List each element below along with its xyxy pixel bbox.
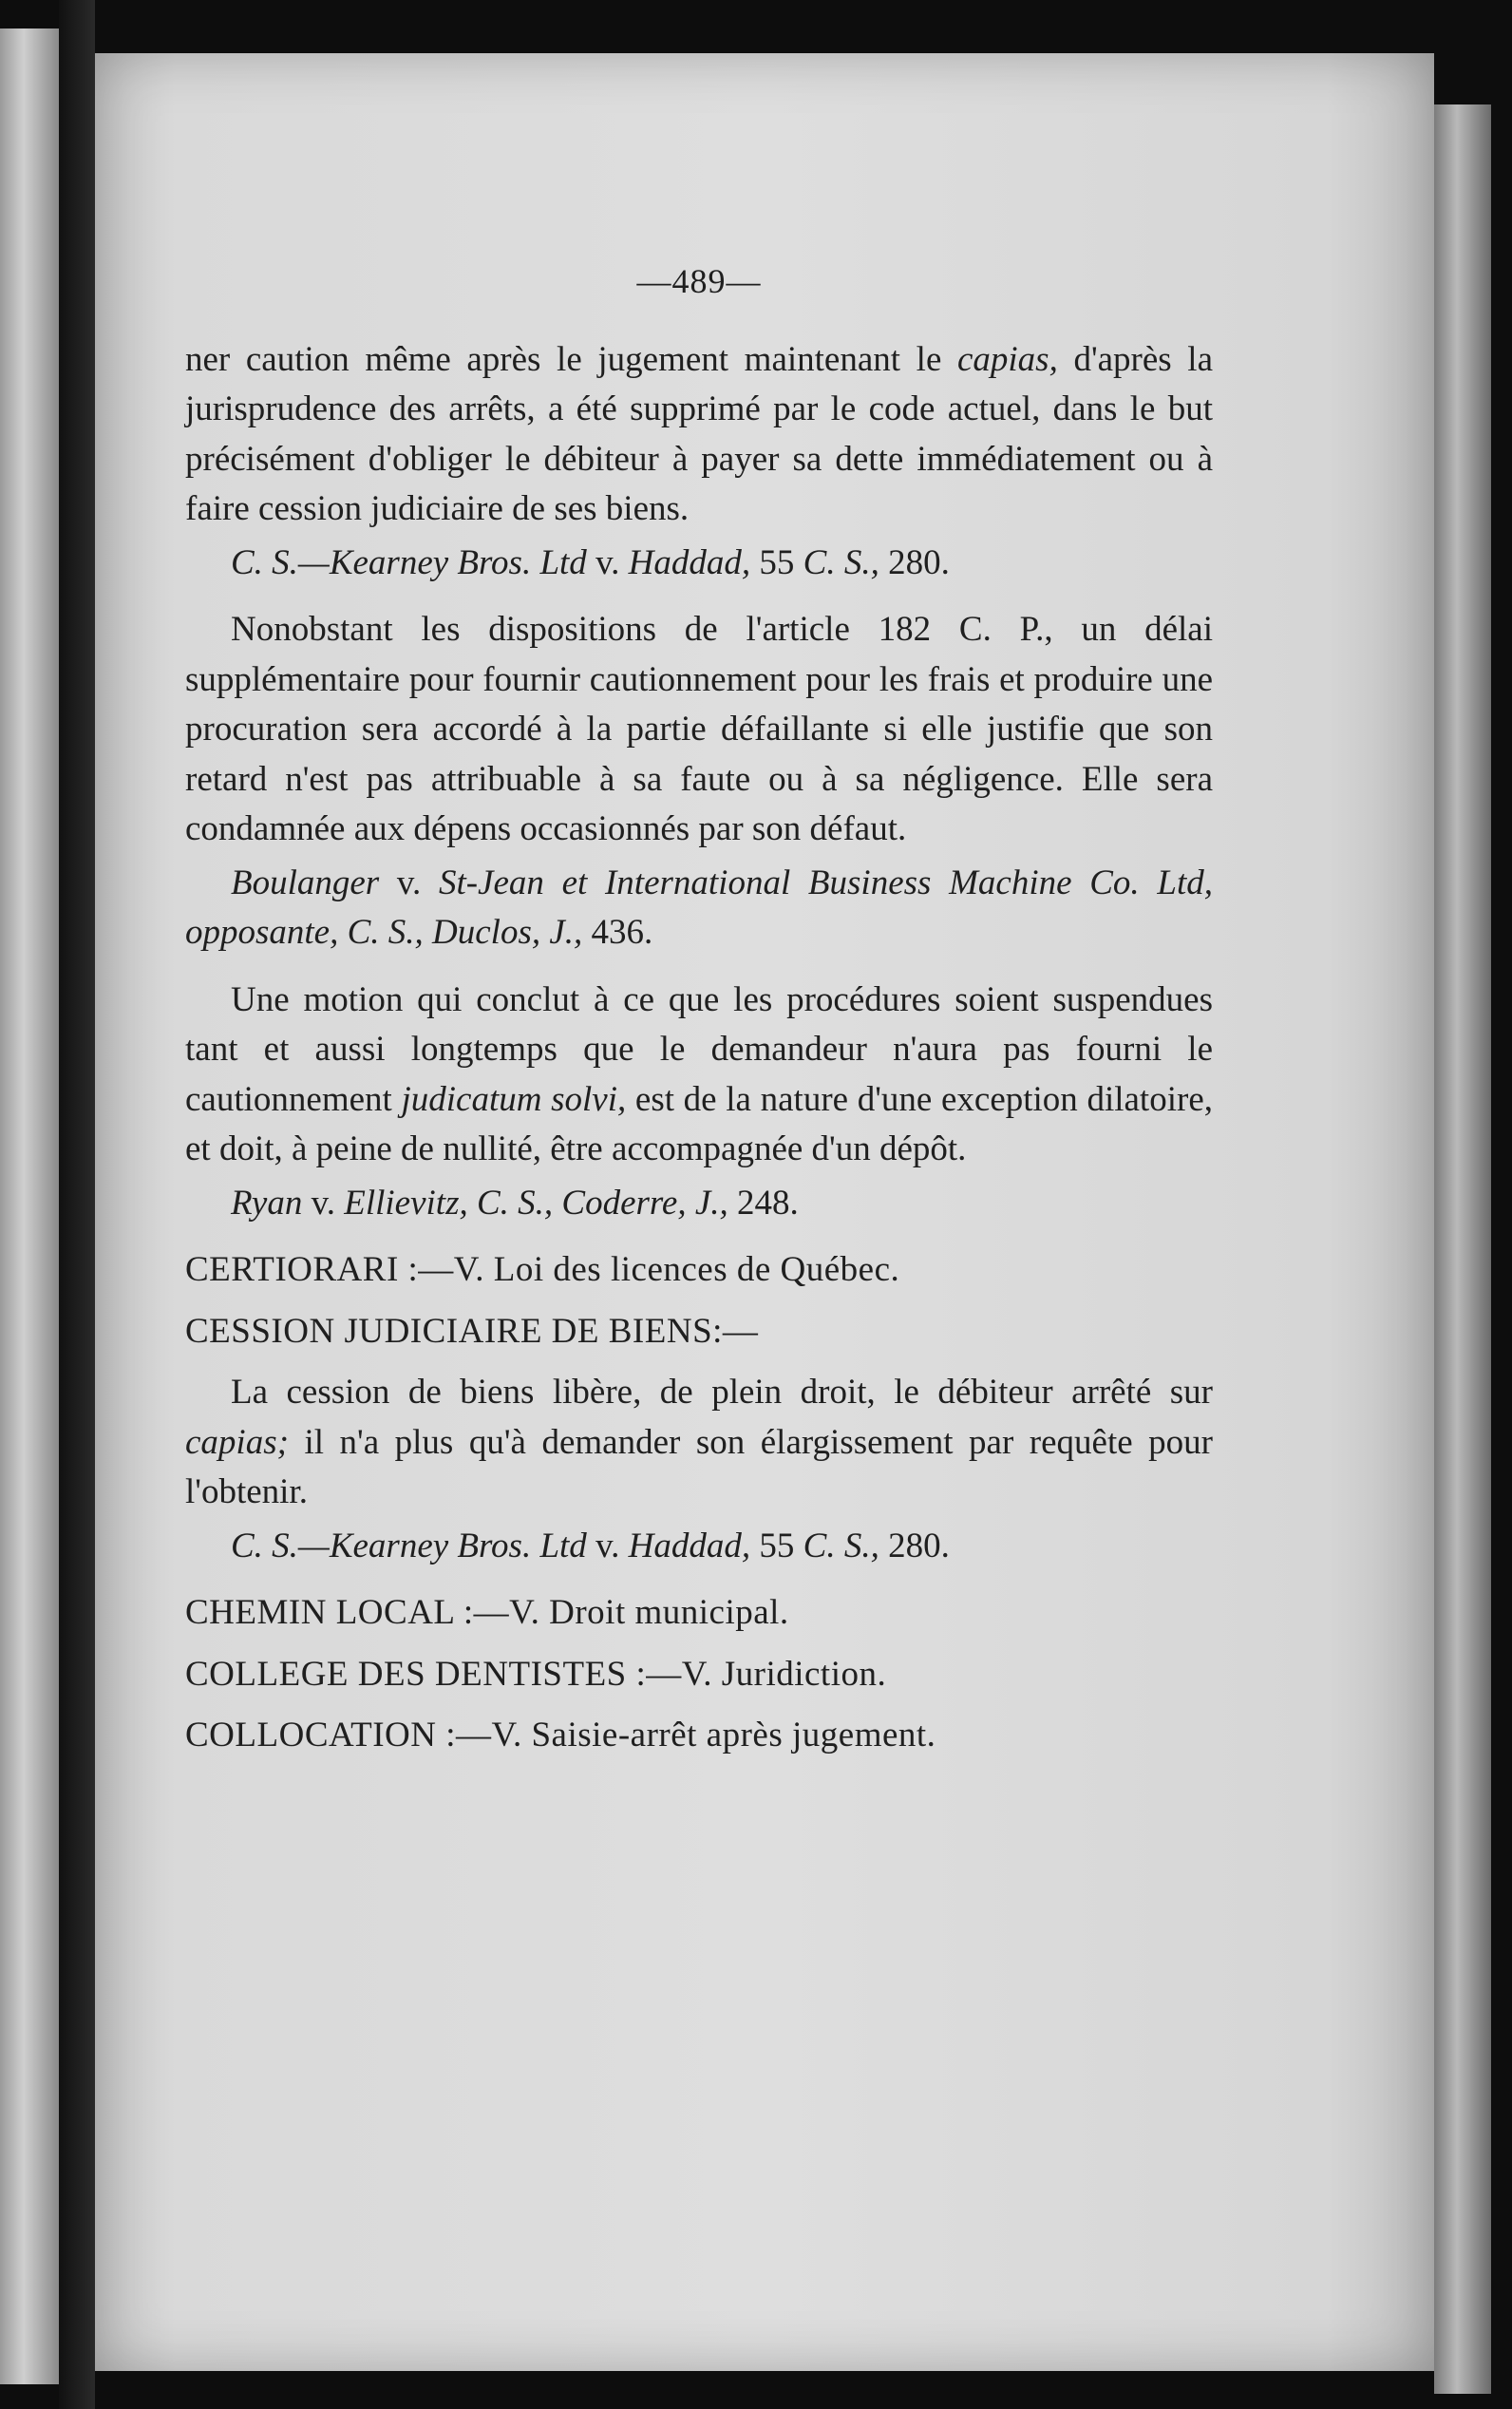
citation-1-d: 55 bbox=[750, 542, 803, 582]
citation-3-d: 248. bbox=[728, 1183, 799, 1223]
citation-1-b: v. bbox=[586, 542, 629, 582]
citation-4-a: C. S.—Kearney Bros. Ltd bbox=[231, 1526, 587, 1565]
paragraph-3-text-b: judicatum solvi, bbox=[401, 1079, 627, 1119]
citation-2-c: St-Jean et International Business Machine Co. Ltd, opposante, C. S., Duclos, J., bbox=[185, 863, 1213, 952]
citation-4 bbox=[185, 1522, 1213, 1572]
paragraph-4-text-b: capias; bbox=[185, 1422, 289, 1462]
citation-1-e: C. S., bbox=[803, 542, 879, 582]
citation-3 bbox=[185, 1179, 1213, 1229]
page-text bbox=[185, 256, 1213, 1773]
entry-certiorari: CERTIORARI :—V. Loi des licences de Québec. bbox=[185, 1250, 900, 1289]
paragraph-4 bbox=[185, 1368, 1213, 1518]
entry-collocation: COLLOCATION :—V. Saisie-arrêt après jugement. bbox=[185, 1716, 936, 1755]
paragraph-1-text-b: capias, bbox=[956, 339, 1058, 379]
citation-1 bbox=[185, 539, 1213, 589]
citation-4-c: Haddad, bbox=[628, 1526, 751, 1565]
citation-2-d: 436. bbox=[582, 913, 653, 952]
paragraph-3-text-a: Une motion qui conclut à ce que les procédures soient suspendues tant et aussi longtemps que le demandeur n'aura pas fourni le cautionnement bbox=[185, 979, 1213, 1119]
paragraph-3 bbox=[185, 976, 1213, 1175]
page-stack-edge bbox=[1434, 104, 1491, 2394]
paragraph-1-text-c: d'après la jurisprudence des arrêts, a été supprimé par le code actuel, dans le but précisément d'obliger le débiteur à payer sa dette immédiatement ou à faire cession judiciaire de ses biens. bbox=[185, 339, 1213, 528]
previous-page-edge bbox=[0, 28, 59, 2384]
entry-college-des-dentistes: COLLEGE DES DENTISTES :—V. Juridiction. bbox=[185, 1654, 887, 1694]
citation-3-a: Ryan bbox=[231, 1183, 303, 1223]
citation-4-f: 280. bbox=[879, 1526, 950, 1565]
citation-3-c: Ellievitz, C. S., Coderre, J., bbox=[344, 1183, 728, 1223]
page-number: —489— bbox=[636, 262, 762, 300]
paragraph-1 bbox=[185, 335, 1213, 535]
citation-1-a: C. S.—Kearney Bros. Ltd bbox=[231, 542, 587, 582]
entry-cession-judiciaire: CESSION JUDICIAIRE DE BIENS:— bbox=[185, 1311, 759, 1351]
citation-2-a: Boulanger bbox=[231, 863, 380, 902]
entry-chemin-local: CHEMIN LOCAL :—V. Droit municipal. bbox=[185, 1593, 789, 1632]
citation-3-b: v. bbox=[302, 1183, 345, 1223]
citation-4-b: v. bbox=[586, 1526, 629, 1565]
citation-2-b: v. bbox=[379, 863, 439, 902]
paragraph-2: Nonobstant les dispositions de l'article 182 C. P., un délai supplémentaire pour fournir cautionnement pour les frais et produire une procuration sera accordé à la partie défaillante si elle justifie que son retard n'est pas attribuable à sa faute ou à sa négligence. Elle sera condamnée aux dépens occasionnés par son défaut. bbox=[185, 610, 1213, 848]
paragraph-1-text-a: ner caution même après le jugement maintenant le bbox=[185, 339, 957, 379]
paragraph-3-text-c: est de la nature d'une exception dilatoire, et doit, à peine de nullité, être accompagnée d'un dépôt. bbox=[185, 1079, 1213, 1168]
citation-1-f: 280. bbox=[879, 542, 950, 582]
citation-2 bbox=[185, 859, 1213, 958]
citation-4-d: 55 bbox=[750, 1526, 803, 1565]
binding-gutter bbox=[59, 0, 95, 2409]
citation-1-c: Haddad, bbox=[628, 542, 751, 582]
paragraph-4-text-c: il n'a plus qu'à demander son élargissement par requête pour l'obtenir. bbox=[185, 1422, 1213, 1511]
paragraph-4-text-a: La cession de biens libère, de plein droit, le débiteur arrêté sur bbox=[231, 1373, 1213, 1412]
citation-4-e: C. S., bbox=[803, 1526, 879, 1565]
